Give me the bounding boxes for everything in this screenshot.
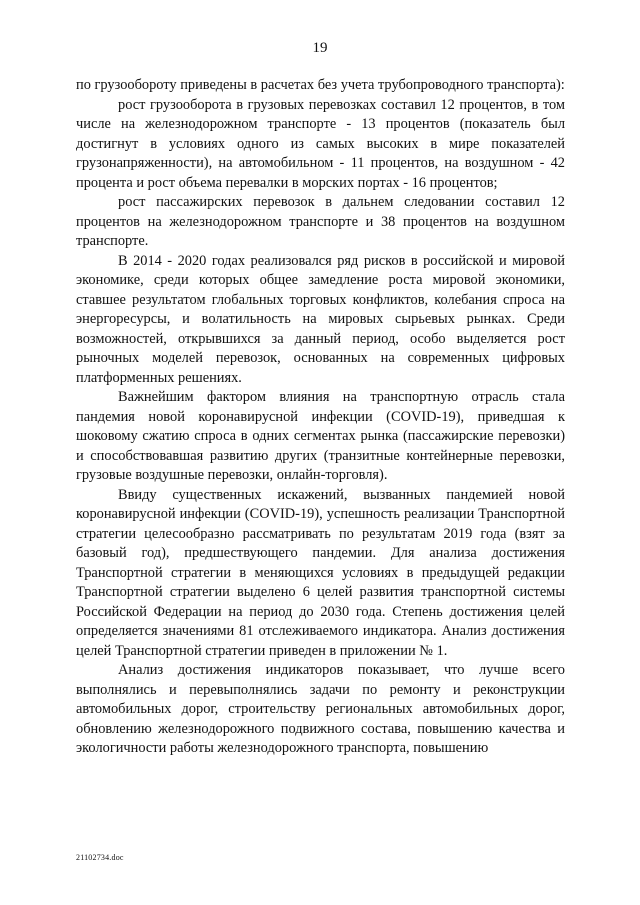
paragraph-2: рост грузооборота в грузовых перевозках составил 12 процентов, в том числе на железнодорожном транспорте - 13 процентов (показатель был достигнут в условиях одного из самых высоких в мире показателей грузонапряженности), на автомобильном - 11 процентов, на воздушном - 42 процента и рост объема перевалки в морских портах - 16 процентов; xyxy=(76,96,565,191)
paragraph-6: Ввиду существенных искажений, вызванных пандемией новой коронавирусной инфекции (COVID-19), успешность реализации Транспортной стратегии целесообразно рассматривать по результатам 2019 года (взят за базовый год), предшествующего пандемии. Для анализа достижения Транспортной стратегии в меняющихся условиях в предыдущей редакции Транспортной стратегии выделено 6 целей развития транспортной системы Российской Федерации на период до 2030 года. Степень достижения целей определяется значениями 81 отслеживаемого индикатора. Анализ достижения целей Транспортной стратегии приведен в приложении № 1. xyxy=(76,486,565,659)
page-number: 19 xyxy=(312,40,328,56)
footer-file-code: 21102734.doc xyxy=(76,853,124,862)
paragraph-1: по грузообороту приведены в расчетах без учета трубопроводного транспорта): xyxy=(76,77,565,93)
paragraph-4: В 2014 - 2020 годах реализовался ряд рисков в российской и мировой экономике, среди которых общее замедление роста мировой экономики, ставшее результатом глобальных торговых конфликтов, колебания спроса на энергоресурсы, и волатильность на мировых сырьевых рынках. Среди возможностей, открывшихся за данный период, особо выделяется рост рыночных моделей перевозок, основанных на современных цифровых платформенных решениях. xyxy=(76,252,565,386)
document-body xyxy=(76,76,565,759)
paragraph-7: Анализ достижения индикаторов показывает, что лучше всего выполнялись и перевыполнялись задачи по ремонту и реконструкции автомобильных дорог, строительству региональных автомобильных дорог, обновлению железнодорожного подвижного состава, повышению качества и экологичности работы железнодорожного транспорта, повышению xyxy=(76,662,565,756)
paragraph-3: рост пассажирских перевозок в дальнем следовании составил 12 процентов на железнодорожном транспорте и 38 процентов на воздушном транспорте. xyxy=(76,194,565,249)
paragraph-5: Важнейшим фактором влияния на транспортную отрасль стала пандемия новой коронавирусной инфекции (COVID-19), приведшая к шоковому сжатию спроса в одних сегментах рынка (пассажирские перевозки) и способствовавшая развитию других (транзитные контейнерные перевозки, грузовые воздушные перевозки, онлайн-торговля). xyxy=(76,389,565,483)
